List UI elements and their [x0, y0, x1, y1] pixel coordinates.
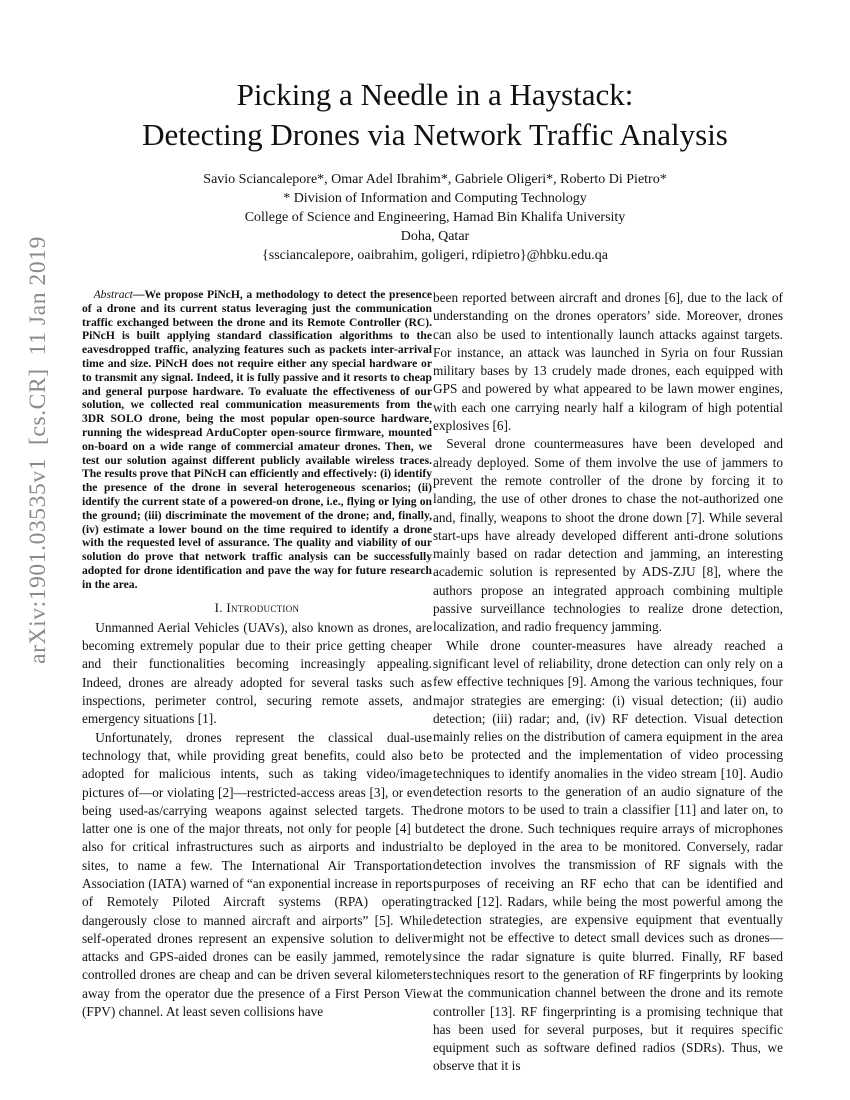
- right-column: [433, 289, 783, 1076]
- intro-paragraph-2: Unfortunately, drones represent the classical dual-use technology that, while providing great benefits, could also be adopted for malicious intents, such as taking video/image pictures of—or violating [2]—restricted-access areas [3], or even being used-as/carrying weapons against selected targets. The latter one is one of the major threats, not only for people [4] but also for critical infrastructures such as airports and industrial sites, to name a few. The International Air Transportation Association (IATA) warned of “an exponential increase in reports of Remotely Piloted Aircraft systems (RPA) operating dangerously close to manned aircraft and airports” [5]. While self-operated drones represent an expensive solution to deliver attacks and GPS-aided drones can be easily jammed, remotely controlled drones are cheap and can be driven several kilometers away from the operator due the presence of a First Person View (FPV) channel. At least seven collisions have: [82, 729, 432, 1020]
- affiliation-college: College of Science and Engineering, Hamad Bin Khalifa University: [244, 210, 626, 225]
- title-line-2: Detecting Drones via Network Traffic Analysis: [142, 117, 728, 152]
- paper-title: [60, 75, 810, 155]
- affiliation-location: Doha, Qatar: [400, 229, 470, 244]
- arxiv-date: 11 Jan 2019: [25, 236, 51, 356]
- arxiv-id: arXiv:1901.03535v1: [25, 457, 51, 664]
- intro-paragraph-3: Several drone countermeasures have been developed and already deployed. Some of them involve the use of jammers to prevent the remote controller of the drone by forcing it to landing, the use of other drones to chase the not-authorized one and, finally, weapons to shoot the drone down [7]. While several start-ups have already developed different anti-drone solutions mainly based on radar detection and jamming, an interesting academic solution is represented by ADS-ZJU [8], where the authors propose an integrated approach combining multiple passive surveillance technologies to realize drone detection, localization, and radio frequency jamming.: [433, 436, 783, 635]
- author-names: Savio Sciancalepore*, Omar Adel Ibrahim*, Gabriele Oligeri*, Roberto Di Pietro*: [203, 172, 667, 187]
- arxiv-category: [cs.CR]: [25, 368, 51, 445]
- author-block: [60, 170, 810, 265]
- intro-paragraph-2-continued: been reported between aircraft and drones [6], due to the lack of understanding on the drones operators’ side. Moreover, drones can also be used to intentionally launch attacks against targets. For instance, an attack was launched in Syria on four Russian military bases by 13 crudely made drones, each equipped with GPS and powered by what appeared to be lawn mower engines, with each one carrying nearly half a kilogram of high potential explosives [6].: [433, 290, 783, 434]
- abstract: [82, 288, 432, 592]
- left-column: [82, 288, 432, 1021]
- abstract-label: Abstract: [93, 288, 133, 301]
- arxiv-identifier-sidebar: [18, 0, 58, 1000]
- abstract-text: —We propose PiNcH, a methodology to detect the presence of a drone and its current status leveraging just the communication traffic exchanged between the drone and its Remote Controller (RC). PiNcH is built applying standard classification algorithms to the eavesdropped traffic, analyzing features such as packets inter-arrival time and size. PiNcH does not require either any special hardware or to transmit any signal. Indeed, it is fully passive and it resorts to cheap and general purpose hardware. To evaluate the effectiveness of our solution, we collected real communication measurements from the 3DR SOLO drone, being the most popular open-source hardware, running the widespread ArduCopter open-source firmware, mounted on-board on a wide range of commercial amateur drones. Then, we test our solution against different publicly available wireless traces. The results prove that PiNcH can efficiently and effectively: (i) identify the presence of the drone in several heterogeneous scenarios; (ii) identify the current state of a powered-on drone, i.e., flying or lying on the ground; (iii) discriminate the movement of the drone; and, finally, (iv) estimate a lower bound on the time required to identify a drone with the requested level of assurance. The quality and viability of our solution do prove that network traffic analysis can be successfully adopted for drone identification and pave the way for future research in the area.: [82, 288, 432, 591]
- intro-paragraph-4: While drone counter-measures have already reached a significant level of reliability, drone detection can only rely on a few effective techniques [9]. Among the various techniques, four major strategies are emerging: (i) visual detection; (ii) audio detection; (iii) radar; and, (iv) RF detection. Visual detection mainly relies on the distribution of camera equipment in the area to be protected and the implementation of video processing techniques to identify anomalies in the video stream [10]. Audio detection resorts to the generation of an audio signature of the drone motors to be used to train a classifier [11] and later on, to detect the drone. Such techniques require arrays of microphones to be deployed in the area to be monitored. Conversely, radar detection involves the transmission of RF signals with the purposes of receiving an RF echo that can be identified and tracked [12]. Radars, while being the most powerful among the detection strategies, are expensive equipment that eventually might not be effective to detect small devices such as drones—since the radar signature is quite blurred. Finally, RF based techniques resort to the generation of RF fingerprints by looking at the communication channel between the drone and its remote controller [13]. RF fingerprinting is a promising technique that has been used for several purposes, but it requires specific equipment such as software defined radios (SDRs). Thus, we observe that it is: [433, 637, 783, 1074]
- affiliation-division: * Division of Information and Computing Technology: [283, 191, 587, 206]
- intro-paragraph-1: Unmanned Aerial Vehicles (UAVs), also known as drones, are becoming extremely popular due to their price getting cheaper and their functionalities becoming increasingly appealing. Indeed, drones are already adopted for several tasks such as inspections, perimeter control, securing remote assets, and emergency situations [1].: [82, 619, 432, 727]
- author-emails: {ssciancalepore, oaibrahim, goligeri, rdipietro}@hbku.edu.qa: [262, 248, 608, 263]
- section-heading-introduction: I. Introduction: [214, 599, 300, 615]
- title-line-1: Picking a Needle in a Haystack:: [236, 77, 634, 112]
